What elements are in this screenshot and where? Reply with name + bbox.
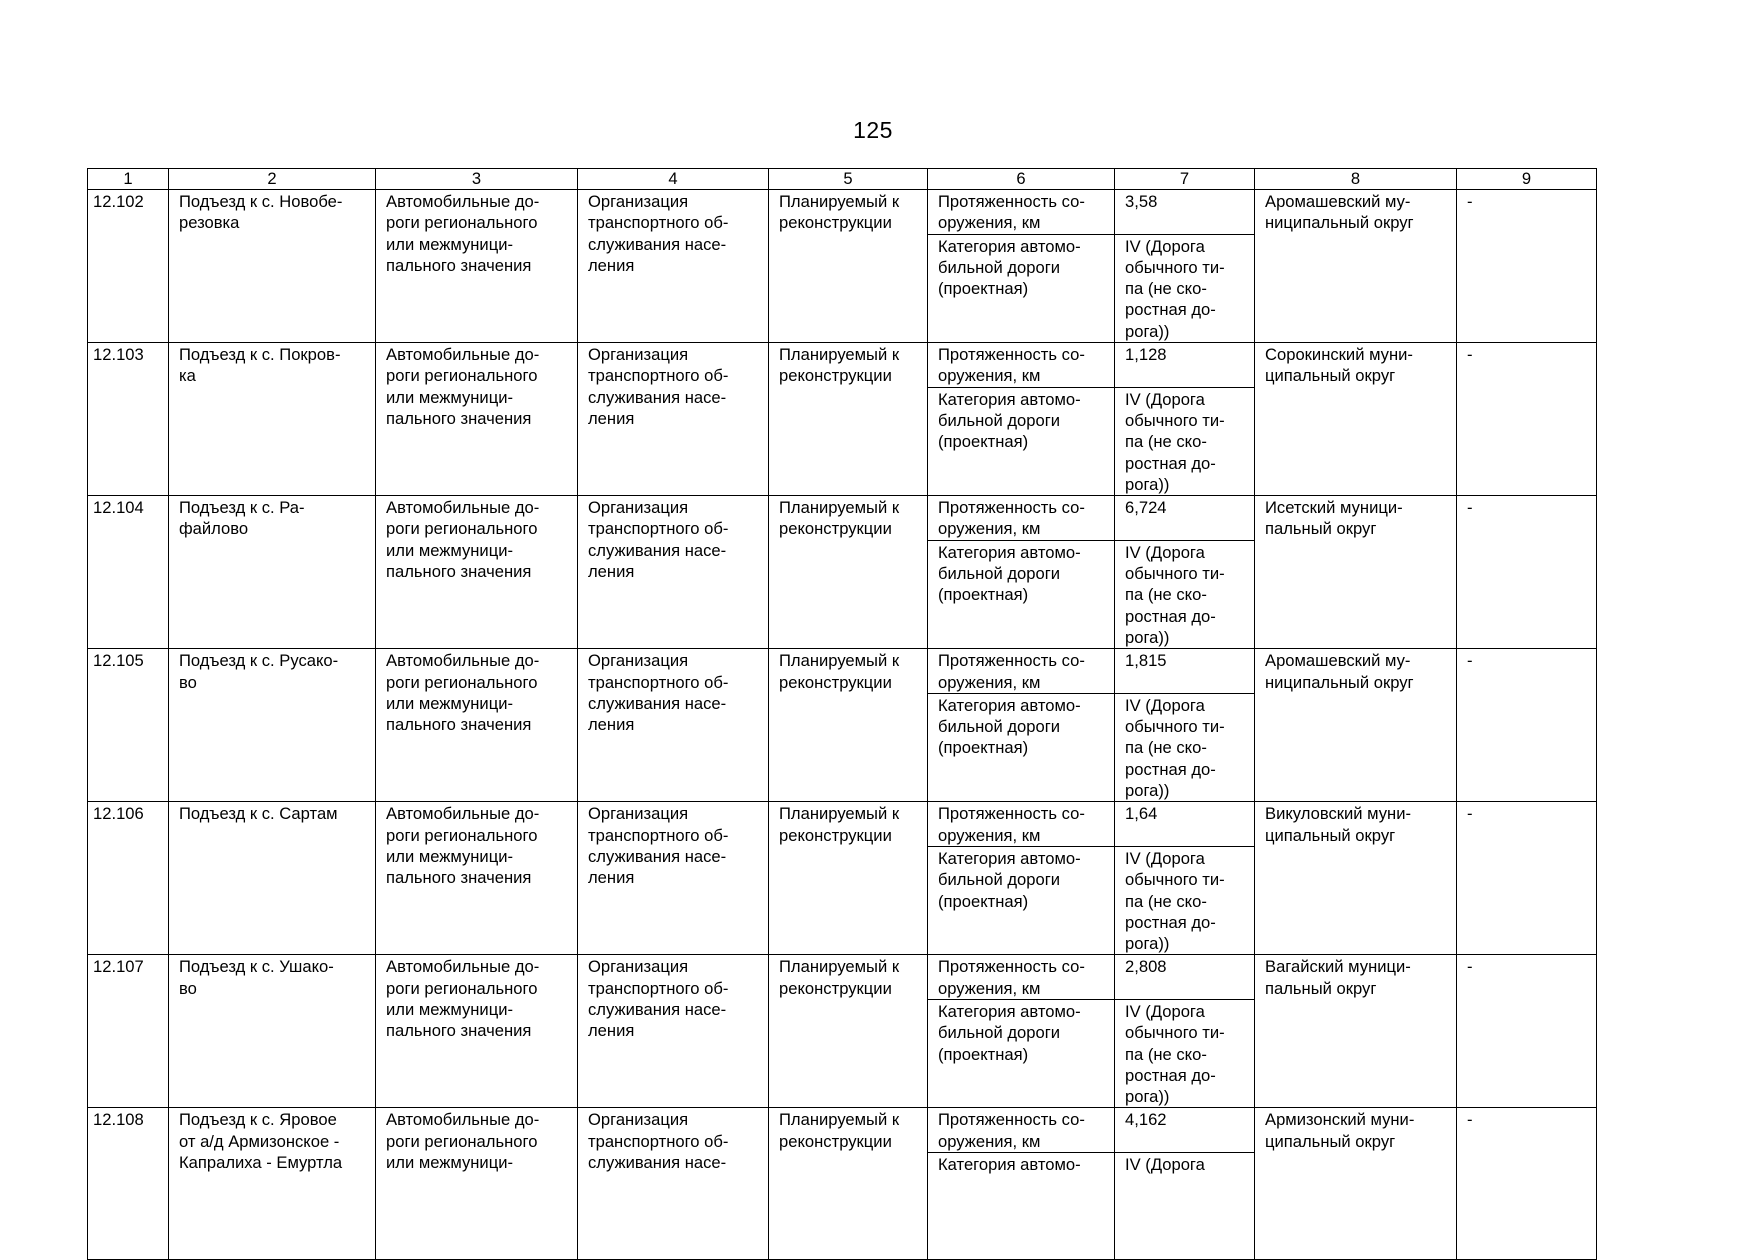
object-type-cell: Автомобильные до- роги регионального или межмуници- пального значения [376,190,578,343]
header-row [88,169,1597,190]
column-header: 2 [169,169,376,190]
row-number-cell: 12.107 [88,955,169,1108]
parameter-name-cell: Протяженность со- оружения, км [928,343,1115,388]
object-type-cell: Автомобильные до- роги регионального или межмуници- пального значения [376,802,578,955]
status-cell: Планируемый к реконструкции [769,649,928,802]
table-row [88,1108,1597,1153]
object-name-cell: Подъезд к с. Ушако- во [169,955,376,1108]
purpose-cell: Организация транспортного об- служивания насе- ления [578,955,769,1108]
column-9-cell: - [1457,190,1597,343]
district-cell: Армизонский муни- ципальный округ [1255,1108,1457,1260]
column-header: 6 [928,169,1115,190]
parameter-value-cell: 1,128 [1115,343,1255,388]
parameter-name-cell: Категория автомо- бильной дороги (проектная) [928,234,1115,342]
parameter-name-cell: Протяженность со- оружения, км [928,496,1115,541]
district-cell: Сорокинский муни- ципальный округ [1255,343,1457,496]
column-header: 3 [376,169,578,190]
table-row [88,649,1597,694]
parameter-value-cell: IV (Дорога [1115,1153,1255,1260]
table-row [88,190,1597,235]
purpose-cell: Организация транспортного об- служивания насе- ления [578,343,769,496]
object-name-cell: Подъезд к с. Новобе- резовка [169,190,376,343]
status-cell: Планируемый к реконструкции [769,955,928,1108]
parameter-name-cell: Протяженность со- оружения, км [928,190,1115,235]
object-type-cell: Автомобильные до- роги регионального или межмуници- пального значения [376,496,578,649]
table-row [88,496,1597,541]
parameter-value-cell: 6,724 [1115,496,1255,541]
purpose-cell: Организация транспортного об- служивания насе- ления [578,649,769,802]
column-header: 4 [578,169,769,190]
row-number-cell: 12.105 [88,649,169,802]
page-number: 125 [853,117,893,143]
column-9-cell: - [1457,649,1597,802]
object-type-cell: Автомобильные до- роги регионального или межмуници- пального значения [376,955,578,1108]
row-number-cell: 12.106 [88,802,169,955]
purpose-cell: Организация транспортного об- служивания насе- [578,1108,769,1260]
object-name-cell: Подъезд к с. Ра- файлово [169,496,376,649]
parameter-name-cell: Протяженность со- оружения, км [928,955,1115,1000]
object-type-cell: Автомобильные до- роги регионального или межмуници- пального значения [376,649,578,802]
column-header: 9 [1457,169,1597,190]
column-9-cell: - [1457,802,1597,955]
parameter-value-cell: 3,58 [1115,190,1255,235]
district-cell: Аромашевский му- ниципальный округ [1255,649,1457,802]
column-header: 7 [1115,169,1255,190]
purpose-cell: Организация транспортного об- служивания насе- ления [578,496,769,649]
parameter-name-cell: Категория автомо- бильной дороги (проектная) [928,999,1115,1107]
purpose-cell: Организация транспортного об- служивания насе- ления [578,802,769,955]
parameter-name-cell: Протяженность со- оружения, км [928,802,1115,847]
parameter-value-cell: IV (Дорога обычного ти- па (не ско- ростная до- рога)) [1115,846,1255,954]
object-name-cell: Подъезд к с. Русако- во [169,649,376,802]
row-number-cell: 12.104 [88,496,169,649]
object-name-cell: Подъезд к с. Сартам [169,802,376,955]
parameter-value-cell: IV (Дорога обычного ти- па (не ско- ростная до- рога)) [1115,234,1255,342]
parameter-name-cell: Категория автомо- бильной дороги (проектная) [928,846,1115,954]
parameter-name-cell: Протяженность со- оружения, км [928,1108,1115,1153]
parameter-name-cell: Протяженность со- оружения, км [928,649,1115,694]
table-row [88,802,1597,847]
object-name-cell: Подъезд к с. Яровое от а/д Армизонское - Капралиха - Емуртла [169,1108,376,1260]
parameter-name-cell: Категория автомо- бильной дороги (проектная) [928,387,1115,495]
status-cell: Планируемый к реконструкции [769,1108,928,1260]
parameter-value-cell: 1,64 [1115,802,1255,847]
parameter-value-cell: 4,162 [1115,1108,1255,1153]
column-9-cell: - [1457,343,1597,496]
object-name-cell: Подъезд к с. Покров- ка [169,343,376,496]
status-cell: Планируемый к реконструкции [769,802,928,955]
column-header: 1 [88,169,169,190]
parameter-value-cell: IV (Дорога обычного ти- па (не ско- ростная до- рога)) [1115,693,1255,801]
district-cell: Исетский муници- пальный округ [1255,496,1457,649]
district-cell: Вагайский муници- пальный округ [1255,955,1457,1108]
status-cell: Планируемый к реконструкции [769,343,928,496]
parameter-name-cell: Категория автомо- [928,1153,1115,1260]
district-cell: Викуловский муни- ципальный округ [1255,802,1457,955]
parameter-value-cell: IV (Дорога обычного ти- па (не ско- ростная до- рога)) [1115,999,1255,1107]
column-9-cell: - [1457,1108,1597,1260]
status-cell: Планируемый к реконструкции [769,496,928,649]
row-number-cell: 12.108 [88,1108,169,1260]
object-type-cell: Автомобильные до- роги регионального или межмуници- пального значения [376,343,578,496]
parameter-value-cell: 1,815 [1115,649,1255,694]
status-cell: Планируемый к реконструкции [769,190,928,343]
table-row [88,955,1597,1000]
parameter-name-cell: Категория автомо- бильной дороги (проектная) [928,540,1115,648]
column-9-cell: - [1457,496,1597,649]
parameter-name-cell: Категория автомо- бильной дороги (проектная) [928,693,1115,801]
row-number-cell: 12.103 [88,343,169,496]
parameter-value-cell: IV (Дорога обычного ти- па (не ско- ростная до- рога)) [1115,387,1255,495]
column-9-cell: - [1457,955,1597,1108]
parameter-value-cell: IV (Дорога обычного ти- па (не ско- ростная до- рога)) [1115,540,1255,648]
parameter-value-cell: 2,808 [1115,955,1255,1000]
column-header: 5 [769,169,928,190]
district-cell: Аромашевский му- ниципальный округ [1255,190,1457,343]
data-table [87,168,1597,1260]
column-header: 8 [1255,169,1457,190]
row-number-cell: 12.102 [88,190,169,343]
object-type-cell: Автомобильные до- роги регионального или межмуници- [376,1108,578,1260]
purpose-cell: Организация транспортного об- служивания насе- ления [578,190,769,343]
table-row [88,343,1597,388]
table-container [87,168,1596,1175]
